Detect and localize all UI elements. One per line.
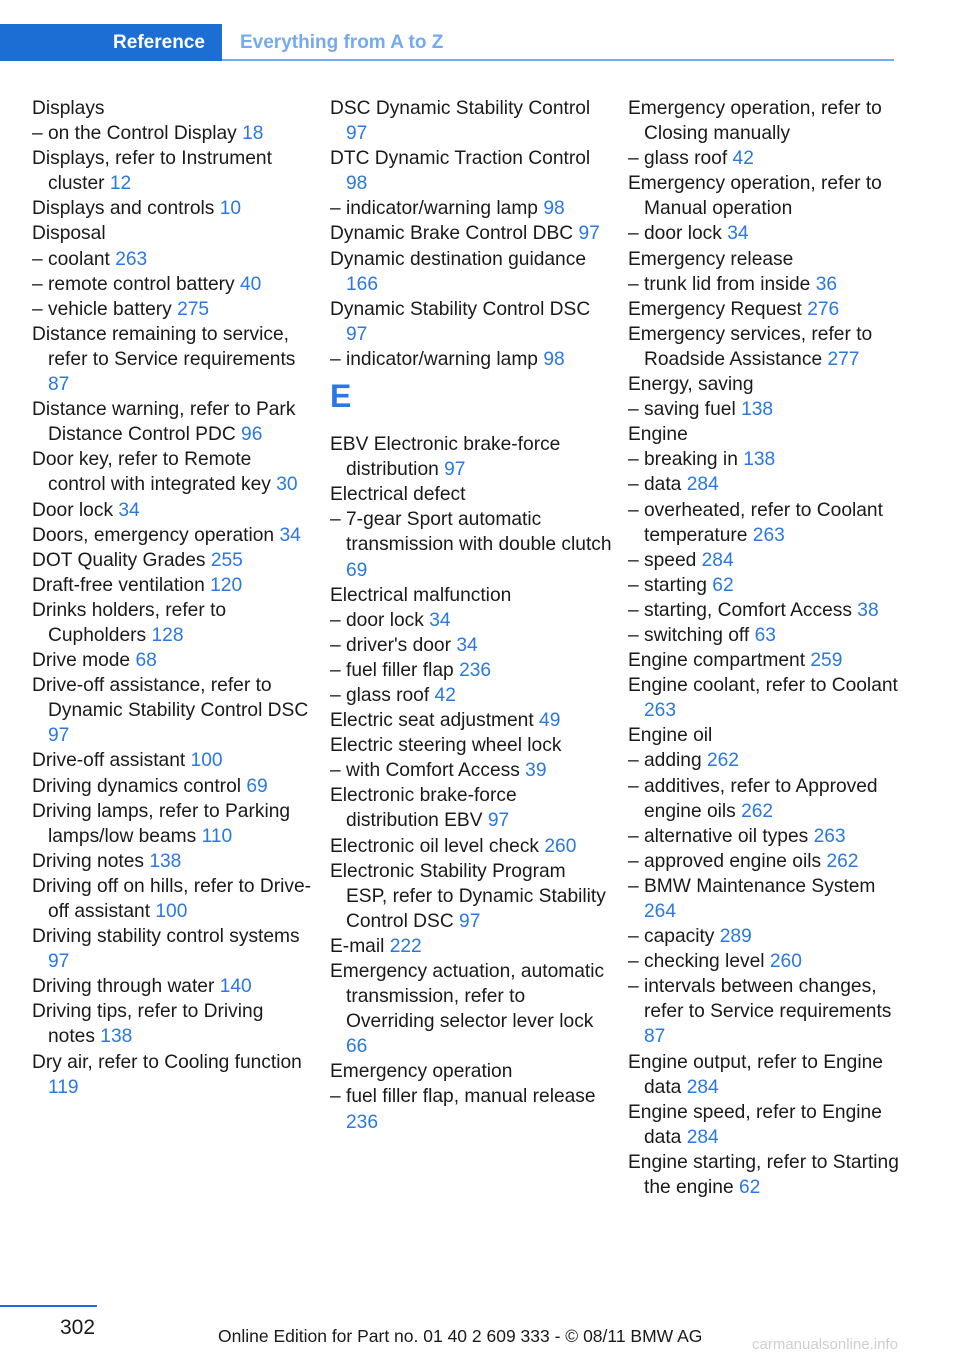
index-entry — [628, 1050, 908, 1100]
index-entry-text: – trunk lid from inside — [628, 273, 811, 295]
index-entry — [628, 598, 908, 623]
index-entry-text: Driving off on hills, refer to Drive-off assistant — [32, 875, 312, 922]
index-entry — [330, 96, 612, 146]
index-entry-text: Engine output, refer to Engine data — [628, 1051, 883, 1098]
page-reference-link[interactable]: 262 — [826, 850, 859, 872]
index-entry — [628, 849, 908, 874]
header-rule — [222, 59, 894, 61]
index-entry — [330, 959, 612, 1059]
index-entry-text: Distance warning, refer to Park Distance Control PDC — [32, 399, 296, 446]
index-entry-text: – data — [628, 474, 682, 496]
index-entry-text: – overheated, refer to Coolant temperature — [628, 499, 883, 546]
page-reference-link[interactable]: 34 — [456, 634, 478, 656]
page-reference-link[interactable]: 34 — [118, 499, 140, 521]
index-entry-text: – speed — [628, 549, 697, 571]
page-reference-link[interactable]: 264 — [644, 901, 677, 922]
page-reference-link[interactable]: 69 — [246, 775, 268, 797]
section-tab: Reference — [113, 32, 205, 53]
page-reference-link[interactable]: 262 — [706, 750, 739, 772]
index-entry-text: – fuel filler flap, manual release — [330, 1086, 596, 1108]
page-reference-link[interactable]: 120 — [210, 574, 243, 596]
page-title: Everything from A to Z — [240, 32, 444, 53]
index-entry — [32, 924, 314, 974]
page-reference-link[interactable]: 276 — [807, 298, 840, 320]
index-entry-text: – coolant — [32, 248, 110, 270]
index-entry-text: – adding — [628, 750, 702, 772]
index-entry-text: – driver's door — [330, 634, 451, 656]
index-entry-text: Doors, emergency operation — [32, 524, 275, 546]
page-reference-link[interactable]: 42 — [434, 684, 456, 706]
page-reference-link[interactable]: 42 — [732, 148, 754, 170]
index-entry — [628, 924, 908, 949]
page-reference-link[interactable]: 97 — [487, 810, 510, 832]
index-entry-text: Dynamic destination guidance — [330, 248, 586, 270]
page-reference-link[interactable]: 138 — [100, 1026, 133, 1048]
index-entry — [32, 247, 314, 272]
watermark: carmanualsonline.info — [752, 1336, 898, 1353]
index-entry — [330, 608, 612, 633]
index-entry-text: Engine compartment — [628, 650, 806, 672]
index-entry-text: – fuel filler flap — [330, 659, 454, 681]
page-reference-link[interactable]: 34 — [279, 524, 301, 546]
page-reference-link[interactable]: 40 — [239, 273, 262, 295]
page-reference-link[interactable]: 98 — [543, 198, 565, 220]
index-entry — [330, 1084, 612, 1134]
index-entry — [628, 748, 908, 773]
index-entry — [330, 507, 612, 582]
index-entry-text: Driving tips, refer to Driving notes — [32, 1001, 264, 1048]
page-reference-link[interactable]: 68 — [135, 650, 157, 672]
index-entry — [628, 573, 908, 598]
index-entry — [330, 432, 612, 482]
page-reference-link[interactable]: 97 — [346, 323, 368, 345]
index-entry — [32, 774, 314, 799]
index-entry — [628, 623, 908, 648]
index-column-1 — [32, 96, 314, 1100]
index-entry-text: Door lock — [32, 499, 114, 521]
index-column-2 — [330, 96, 612, 1135]
page-reference-link[interactable]: 66 — [346, 1036, 368, 1058]
page-reference-link[interactable]: 236 — [459, 659, 492, 681]
index-entry-text: DTC Dynamic Traction Control — [330, 148, 591, 170]
index-entry — [32, 272, 314, 297]
index-entry-text: – 7-gear Sport automatic transmission with double clutch — [330, 509, 612, 556]
index-entry-text: Draft-free ventilation — [32, 574, 205, 596]
index-entry — [32, 196, 314, 221]
index-entry-text: – alternative oil types — [628, 825, 809, 847]
index-entry — [330, 834, 612, 859]
page-reference-link[interactable]: 39 — [525, 760, 547, 782]
index-entry — [628, 297, 908, 322]
index-entry-text: Electric steering wheel lock — [330, 735, 562, 757]
index-entry-text: – checking level — [628, 951, 765, 973]
page-reference-link[interactable]: 10 — [219, 198, 242, 220]
index-entry — [628, 322, 908, 372]
index-entry — [32, 96, 314, 121]
page-reference-link[interactable]: 138 — [741, 399, 774, 421]
page-reference-link[interactable]: 275 — [177, 298, 210, 320]
index-entry — [32, 121, 314, 146]
page-reference-link[interactable]: 98 — [543, 348, 565, 370]
index-entry-text: – starting — [628, 574, 707, 596]
index-entry — [32, 447, 314, 497]
index-entry — [628, 774, 908, 824]
index-column-3 — [628, 96, 908, 1200]
index-entry — [32, 322, 314, 397]
index-entry-text: Emergency actuation, automatic transmission, refer to Overriding selector lever lock — [330, 961, 605, 1033]
index-entry — [32, 397, 314, 447]
index-entry-text: Electronic oil level check — [330, 835, 540, 857]
index-entry-text: – additives, refer to Approved engine oils — [628, 775, 878, 822]
edition-note: Online Edition for Part no. 01 40 2 609 333 - © 08/11 BMW AG — [218, 1326, 703, 1346]
index-entry-text: – vehicle battery — [32, 298, 172, 320]
index-entry-text: Disposal — [32, 223, 106, 245]
index-entry — [32, 1050, 314, 1100]
index-entry-text: Displays — [32, 98, 105, 119]
index-entry — [330, 683, 612, 708]
index-entry — [32, 548, 314, 573]
index-entry — [628, 874, 908, 924]
index-entry — [330, 482, 612, 507]
index-entry — [628, 498, 908, 548]
page-reference-link[interactable]: 262 — [741, 800, 774, 822]
index-entry-text: Driving notes — [32, 850, 144, 872]
index-entry — [628, 824, 908, 849]
index-entry — [330, 633, 612, 658]
index-entry-text: – on the Control Display — [32, 123, 237, 145]
index-entry-text: Energy, saving — [628, 374, 754, 396]
index-entry-text: – saving fuel — [628, 399, 736, 421]
index-entry — [628, 447, 908, 472]
page-reference-link[interactable]: 36 — [815, 273, 838, 295]
index-entry-text: Drinks holders, refer to Cupholders — [32, 599, 227, 646]
page-number: 302 — [60, 1316, 96, 1339]
page-reference-link[interactable]: 49 — [539, 710, 561, 732]
index-entry-text: Displays and controls — [32, 198, 215, 220]
index-entry — [32, 849, 314, 874]
index-entry — [32, 598, 314, 648]
index-entry-text: Engine starting, refer to Starting the engine — [628, 1151, 899, 1199]
page-reference-link[interactable]: 97 — [459, 910, 481, 932]
index-entry-text: – switching off — [628, 624, 750, 646]
index-entry-text: Emergency services, refer to Roadside Assistance — [628, 323, 873, 370]
index-entry — [628, 372, 908, 397]
index-entry-text: Dynamic Brake Control DBC — [330, 223, 574, 245]
index-entry — [628, 648, 908, 673]
index-entry-text: Engine coolant, refer to Coolant — [628, 675, 898, 697]
index-entry-text: Dynamic Stability Control DSC — [330, 298, 591, 320]
index-entry-text: Driving stability control systems — [32, 926, 300, 948]
page-reference-link[interactable]: 62 — [712, 574, 734, 596]
index-entry-text: – glass roof — [628, 148, 728, 170]
index-entry-text: – approved engine oils — [628, 850, 822, 872]
page-reference-link[interactable]: 97 — [48, 951, 70, 973]
page-reference-link[interactable]: 98 — [346, 173, 368, 195]
page-reference-link[interactable]: 12 — [109, 173, 132, 195]
index-entry — [628, 472, 908, 497]
page-reference-link[interactable]: 97 — [578, 223, 600, 245]
page-reference-link[interactable]: 138 — [149, 850, 182, 872]
page-reference-link[interactable]: 110 — [201, 825, 233, 847]
index-entry-text: Emergency operation, refer to Manual operation — [628, 173, 882, 220]
index-entry — [330, 297, 612, 347]
index-entry — [32, 648, 314, 673]
index-entry — [330, 859, 612, 934]
index-entry-text: Engine speed, refer to Engine data — [628, 1101, 882, 1148]
page-reference-link[interactable]: 30 — [276, 474, 298, 496]
index-entry-text: Electronic Stability Program ESP, refer to Dynamic Stability Control DSC — [330, 860, 606, 932]
index-letter-heading: E — [330, 378, 352, 415]
index-entry-text: Drive-off assistant — [32, 750, 186, 772]
index-entry-text: – glass roof — [330, 684, 430, 706]
page-reference-link[interactable]: 97 — [48, 725, 70, 747]
index-entry-text: DSC Dynamic Stability Control — [330, 98, 591, 119]
index-entry — [330, 934, 612, 959]
index-entry-text: – BMW Maintenance System — [628, 875, 876, 897]
index-entry-text: – indicator/warning lamp — [330, 348, 538, 370]
index-entry-text: – remote control battery — [32, 273, 235, 295]
index-entry — [330, 196, 612, 221]
page-reference-link[interactable]: 284 — [686, 1076, 719, 1098]
index-entry-text: – starting, Comfort Access — [628, 599, 852, 621]
index-entry — [32, 874, 314, 924]
page-reference-link[interactable]: 97 — [444, 459, 466, 481]
index-entry-text: – breaking in — [628, 449, 738, 471]
index-entry-text: – capacity — [628, 926, 715, 948]
index-entry-text: – intervals between changes, refer to Service requirements — [628, 976, 892, 1023]
page-reference-link[interactable]: 100 — [190, 750, 223, 772]
index-entry — [628, 723, 908, 748]
index-entry — [628, 974, 908, 1049]
index-entry-text: Electric seat adjustment — [330, 710, 534, 732]
index-entry — [628, 673, 908, 723]
page-reference-link[interactable]: 263 — [644, 700, 677, 722]
page-reference-link[interactable]: 289 — [719, 926, 752, 948]
page-reference-link[interactable]: 260 — [769, 951, 802, 973]
page-reference-link[interactable]: 263 — [813, 825, 846, 847]
index-entry — [628, 146, 908, 171]
index-entry — [330, 783, 612, 833]
index-entry — [330, 1059, 612, 1084]
page-reference-link[interactable]: 38 — [857, 599, 879, 621]
index-entry — [330, 658, 612, 683]
page-reference-link[interactable]: 284 — [701, 549, 734, 571]
page-reference-link[interactable]: 138 — [743, 449, 776, 471]
index-entry — [628, 1100, 908, 1150]
index-entry-text: EBV Electronic brake-force distribution — [330, 434, 561, 481]
index-entry — [330, 708, 612, 733]
page-reference-link[interactable]: 166 — [346, 273, 379, 295]
page-reference-link[interactable]: 263 — [752, 524, 785, 546]
index-entry-text: – door lock — [330, 609, 424, 631]
page-reference-link[interactable]: 259 — [810, 650, 843, 672]
page-reference-link[interactable]: 87 — [644, 1026, 666, 1048]
index-entry — [628, 96, 908, 146]
page-reference-link[interactable]: 277 — [827, 348, 860, 370]
index-entry — [32, 573, 314, 598]
index-entry-text: Drive-off assistance, refer to Dynamic Stability Control DSC — [32, 675, 309, 722]
page-reference-link[interactable]: 222 — [389, 935, 422, 957]
page-reference-link[interactable]: 34 — [727, 223, 749, 245]
index-entry — [32, 673, 314, 748]
page-reference-link[interactable]: 18 — [242, 123, 264, 145]
index-entry — [32, 974, 314, 999]
index-entry-text: Emergency operation, refer to Closing manually — [628, 98, 882, 145]
page-reference-link[interactable]: 62 — [738, 1177, 761, 1199]
index-entry-text: Dry air, refer to Cooling function — [32, 1051, 302, 1073]
index-entry-text: Driving lamps, refer to Parking lamps/low beams — [32, 800, 291, 847]
index-entry — [32, 221, 314, 246]
index-entry — [628, 1150, 908, 1200]
index-entry — [628, 422, 908, 447]
index-entry-text: Emergency Request — [628, 298, 802, 320]
page-reference-link[interactable]: 34 — [429, 609, 451, 631]
index-entry-text: Door key, refer to Remote control with integrated key — [32, 449, 271, 496]
index-entry — [330, 758, 612, 783]
page-reference-link[interactable]: 140 — [219, 976, 252, 998]
page-reference-link[interactable]: 119 — [48, 1076, 79, 1098]
index-entry-text: Emergency release — [628, 248, 794, 270]
page-reference-link[interactable]: 284 — [686, 474, 719, 496]
index-entry — [628, 548, 908, 573]
index-entry — [32, 297, 314, 322]
index-entry — [628, 171, 908, 221]
index-entry — [628, 221, 908, 246]
page-reference-link[interactable]: 263 — [115, 248, 148, 270]
index-entry-text: Driving dynamics control — [32, 775, 242, 797]
index-entry-text: Drive mode — [32, 650, 131, 672]
index-entry-text: – door lock — [628, 223, 722, 245]
index-entry — [32, 999, 314, 1049]
page-reference-link[interactable]: 96 — [241, 424, 263, 446]
index-entry — [628, 397, 908, 422]
index-entry-text: – indicator/warning lamp — [330, 198, 538, 220]
index-entry — [628, 247, 908, 272]
index-entry — [32, 523, 314, 548]
index-entry — [330, 146, 612, 196]
index-entry — [32, 799, 314, 849]
index-entry — [628, 272, 908, 297]
index-entry — [330, 583, 612, 608]
index-entry-text: – with Comfort Access — [330, 760, 520, 782]
page-reference-link[interactable]: 87 — [48, 374, 70, 396]
page-reference-link[interactable]: 255 — [210, 549, 243, 571]
page-reference-link[interactable]: 260 — [544, 835, 577, 857]
index-entry-text: Emergency operation — [330, 1061, 513, 1083]
page-reference-link[interactable]: 63 — [754, 624, 776, 646]
index-entry-text: Distance remaining to service, refer to Service requirements — [32, 323, 296, 370]
index-entry-text: Driving through water — [32, 976, 215, 998]
index-entry-text: Displays, refer to Instrument cluster — [32, 148, 272, 195]
index-entry — [330, 347, 612, 372]
index-entry — [32, 748, 314, 773]
page-reference-link[interactable]: 284 — [686, 1126, 719, 1148]
index-entry — [32, 146, 314, 196]
index-entry-text: Electrical defect — [330, 484, 466, 506]
page-reference-link[interactable]: 97 — [346, 123, 368, 145]
index-entry-text: Electronic brake-force distribution EBV — [330, 785, 517, 832]
page-reference-link[interactable]: 69 — [346, 559, 368, 581]
index-entry-text: Engine — [628, 424, 688, 446]
index-entry-text: E-mail — [330, 935, 385, 957]
index-entry-text: Electrical malfunction — [330, 584, 512, 606]
index-entry — [32, 498, 314, 523]
index-entry — [330, 247, 612, 297]
footer-rule — [0, 1305, 97, 1307]
page-reference-link[interactable]: 236 — [346, 1111, 379, 1133]
page-reference-link[interactable]: 128 — [151, 624, 184, 646]
page-reference-link[interactable]: 100 — [155, 901, 188, 922]
index-entry — [330, 221, 612, 246]
index-entry-text: DOT Quality Grades — [32, 549, 206, 571]
index-entry — [330, 733, 612, 758]
index-entry-text: Engine oil — [628, 725, 713, 747]
index-entry — [628, 949, 908, 974]
